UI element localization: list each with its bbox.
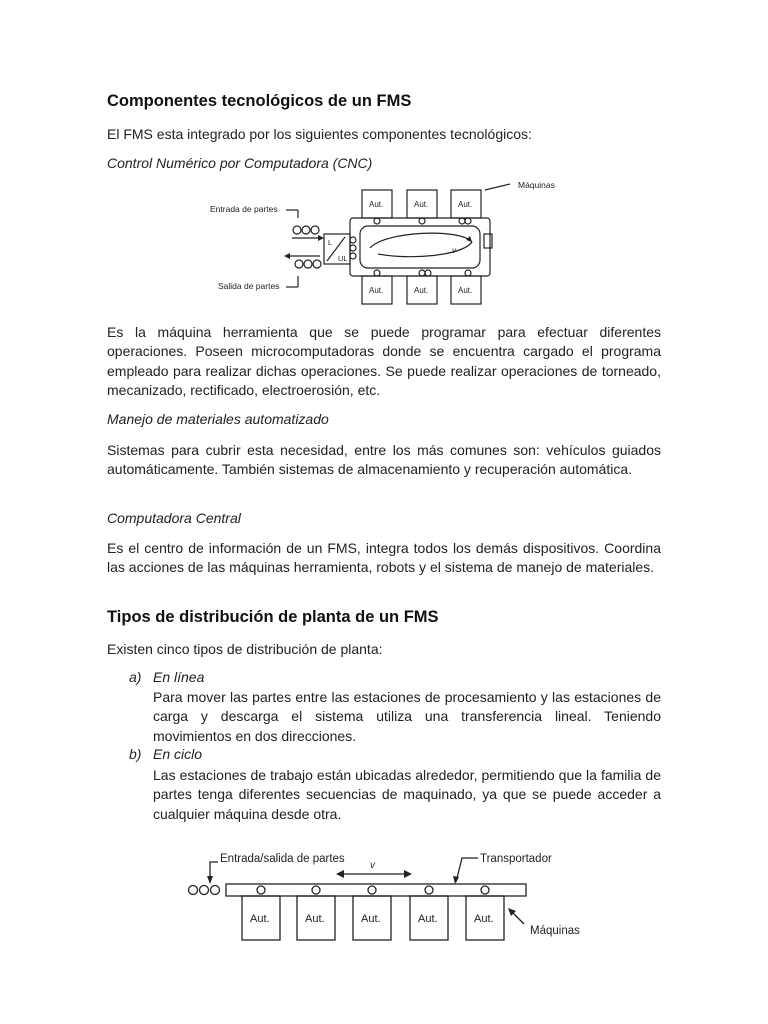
station-label-ul: UL	[338, 254, 348, 263]
components-intro: El FMS esta integrado por los siguientes componentes tecnológicos:	[107, 126, 532, 142]
machine-label: Aut.	[414, 286, 429, 295]
label-machines: Máquinas	[530, 925, 580, 937]
label-conveyor: Transportador	[480, 853, 552, 865]
list-text-cycle: Las estaciones de trabajo están ubicadas alrededor, permitiendo que la familia de partes tenga diferentes secuencias de maquinado, ya que se puede acceder a cualquier máquina desde otra.	[153, 767, 661, 822]
computer-paragraph: Es el centro de información de un FMS, integra todos los demás dispositivos. Coordina las acciones de las máquinas herramienta, robots y el sistema de manejo de materiales.	[107, 540, 661, 576]
label-io-parts: Entrada/salida de partes	[220, 853, 345, 865]
machine-label: Aut.	[418, 913, 438, 925]
cnc-paragraph: Es la máquina herramienta que se puede programar para efectuar diferentes operaciones. Poseen microcomputadoras donde se encuentra cargado el programa empleado para realizar dichas operaciones. Se puede realizar operaciones de torneado, mecanizado, rectificado, electroerosión, etc.	[107, 324, 661, 399]
list-marker-b: b)	[129, 746, 142, 762]
label-input-parts: Entrada de partes	[210, 204, 278, 214]
loop-conveyor-inner	[360, 226, 480, 268]
station-label-l: L	[328, 238, 333, 247]
velocity-label: v	[370, 860, 375, 871]
flow-arrow	[370, 233, 472, 248]
machine-label: Aut.	[458, 200, 473, 209]
label-machines: Máquinas	[518, 180, 555, 190]
label-output-parts: Salida de partes	[218, 281, 280, 291]
section-title-components: Componentes tecnológicos de un FMS	[107, 92, 412, 110]
list-title-inline: En línea	[153, 669, 205, 685]
materials-paragraph: Sistemas para cubrir esta necesidad, entre los más comunes son: vehículos guiados automáticamente. También sistemas de almacenamiento y recuperación automática.	[107, 442, 661, 478]
list-marker-a: a)	[129, 669, 142, 685]
machine-label: Aut.	[369, 200, 384, 209]
computer-heading: Computadora Central	[107, 510, 241, 526]
section-title-layouts: Tipos de distribución de planta de un FMS	[107, 608, 439, 626]
list-title-cycle: En ciclo	[153, 746, 203, 762]
machine-label: Aut.	[458, 286, 473, 295]
machine-label: Aut.	[361, 913, 381, 925]
velocity-label: v	[452, 246, 456, 255]
list-text-inline: Para mover las partes entre las estaciones de procesamiento y las estaciones de carga y descarga el sistema utiliza una transferencia lineal. Teniendo movimientos en dos direcciones.	[153, 689, 661, 744]
fms-linear-diagram	[180, 842, 600, 952]
fms-loop-diagram	[200, 176, 570, 308]
machine-label: Aut.	[474, 913, 494, 925]
machine-label: Aut.	[305, 913, 325, 925]
part-circle	[189, 886, 198, 895]
machine-label: Aut.	[369, 286, 384, 295]
cnc-heading: Control Numérico por Computadora (CNC)	[107, 155, 373, 171]
materials-heading: Manejo de materiales automatizado	[107, 411, 329, 427]
layouts-intro: Existen cinco tipos de distribución de planta:	[107, 641, 383, 657]
part-circle	[293, 226, 301, 234]
machine-label: Aut.	[250, 913, 270, 925]
machine-label: Aut.	[414, 200, 429, 209]
